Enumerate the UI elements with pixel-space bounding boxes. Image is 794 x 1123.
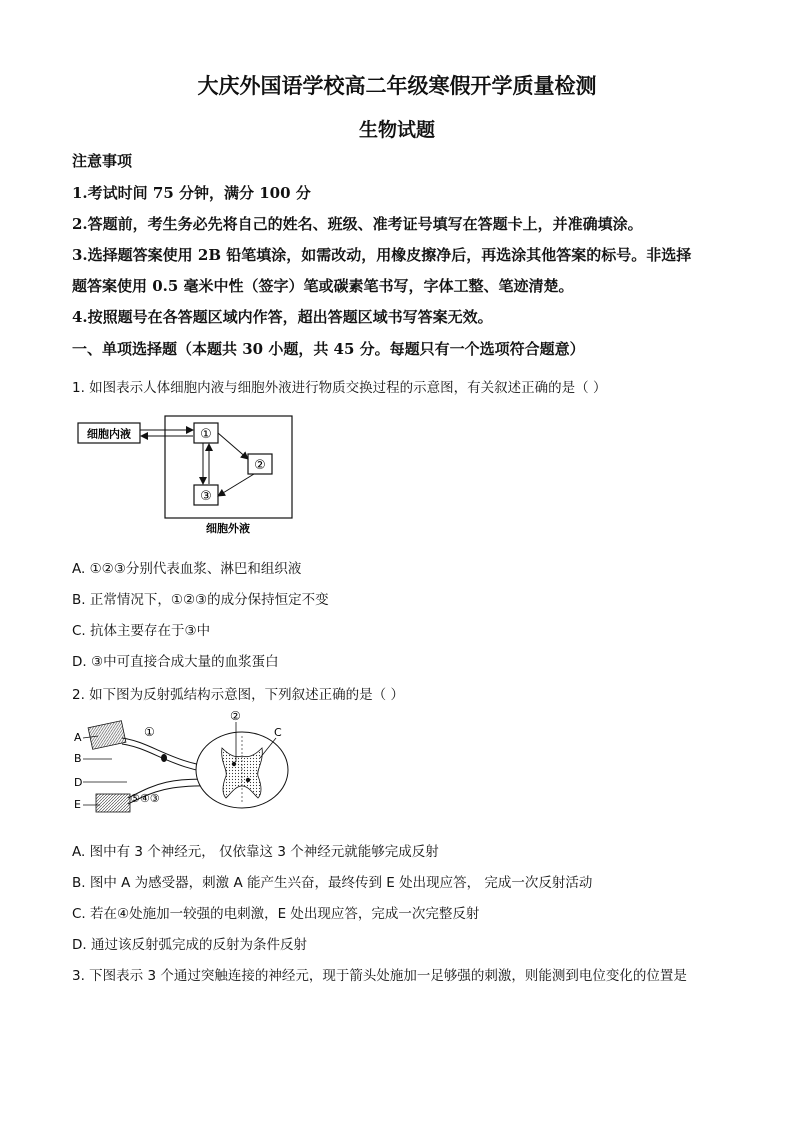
node-3-label: ③: [200, 489, 212, 504]
q2-option-d: D. 通过该反射弧完成的反射为条件反射: [72, 937, 307, 953]
question-2-stem: 2. 如下图为反射弧结构示意图，下列叙述正确的是（ ）: [72, 687, 404, 703]
question-1-stem: 1. 如图表示人体细胞内液与细胞外液进行物质交换过程的示意图，有关叙述正确的是（ ）: [72, 380, 607, 396]
q2-option-c: C. 若在④处施加一较强的电刺激，E 处出现应答，完成一次完整反射: [72, 906, 480, 922]
exam-subtitle: 生物试题: [358, 119, 435, 141]
outer-box: [165, 416, 292, 518]
label-c: C: [274, 726, 282, 739]
inner-fluid-label: 细胞内液: [87, 427, 131, 441]
label-e: E: [74, 798, 81, 811]
note-item: 3.选择题答案使用 2B 铅笔填涂，如需改动，用橡皮擦净后，再选涂其他答案的标号。非选择: [72, 246, 692, 264]
outer-fluid-label: 细胞外液: [206, 522, 250, 535]
label-b: B: [74, 752, 82, 765]
q2-option-b: B. 图中 A 为感受器，刺激 A 能产生兴奋，最终传到 E 处出现应答， 完成一次反射活动: [72, 875, 593, 891]
q1-option-d: D. ③中可直接合成大量的血浆蛋白: [72, 654, 279, 670]
reflex-arc-diagram: [72, 706, 312, 818]
fluid-exchange-diagram: [72, 408, 302, 538]
ganglion: [161, 754, 167, 762]
note-item: 4.按照题号在各答题区域内作答，超出答题区域书写答案无效。: [72, 308, 493, 326]
note-item: 1.考试时间 75 分钟，满分 100 分: [72, 184, 311, 202]
notes-heading: 注意事项: [72, 152, 133, 170]
note-item: 2.答题前，考生务必先将自己的姓名、班级、准考证号填写在答题卡上，并准确填涂。: [72, 215, 643, 233]
node-1-label: ①: [200, 427, 212, 442]
section-heading: 一、单项选择题（本题共 30 小题，共 45 分。每题只有一个选项符合题意）: [72, 340, 585, 358]
q1-option-c: C. 抗体主要存在于③中: [72, 623, 211, 639]
label-2: ②: [230, 709, 241, 723]
node-2-label: ②: [254, 458, 266, 473]
q2-option-a: A. 图中有 3 个神经元， 仅依靠这 3 个神经元就能够完成反射: [72, 844, 439, 860]
q1-option-a: A. ①②③分别代表血浆、淋巴和组织液: [72, 561, 302, 577]
receptor-tissue: [88, 721, 126, 750]
label-543: ⑤④③: [130, 792, 160, 805]
exam-title: 大庆外国语学校高二年级寒假开学质量检测: [197, 73, 597, 98]
label-1: ①: [144, 725, 155, 739]
effector-tissue: [96, 794, 130, 812]
note-item: 题答案使用 0.5 毫米中性（签字）笔或碳素笔书写，字体工整、笔迹清楚。: [72, 277, 574, 295]
question-3-stem: 3. 下图表示 3 个通过突触连接的神经元，现于箭头处施加一足够强的刺激，则能测到电位变化的位置是: [72, 968, 687, 984]
q1-option-b: B. 正常情况下，①②③的成分保持恒定不变: [72, 592, 329, 608]
label-d: D: [74, 776, 83, 789]
label-a: A: [74, 731, 82, 744]
